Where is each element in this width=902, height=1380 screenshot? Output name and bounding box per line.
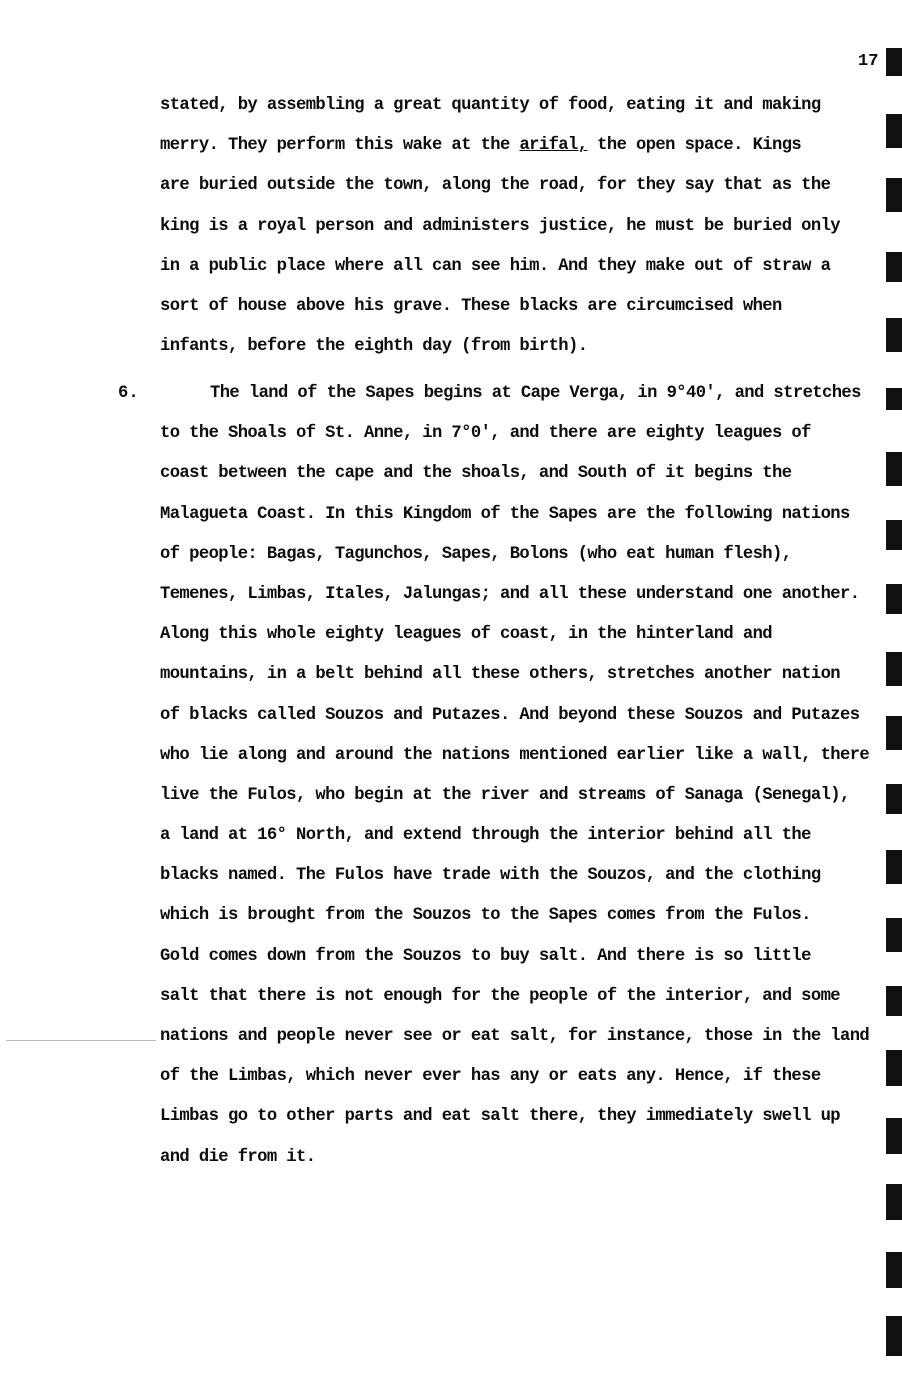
text-line: a land at 16° North, and extend through the interior behind all the [160,826,811,846]
binding-edge-mark [886,1252,902,1288]
text-line: Temenes, Limbas, Itales, Jalungas; and all these understand one another. [160,584,860,604]
binding-edge-mark [886,850,902,884]
text-line: mountains, in a belt behind all these others, stretches another nation [160,665,840,685]
text-line: which is brought from the Souzos to the Sapes comes from the Fulos. [160,906,811,926]
text-line: live the Fulos, who begin at the river and streams of Sanaga (Senegal), [160,785,850,805]
text-line: who lie along and around the nations mentioned earlier like a wall, there [160,745,870,765]
binding-edge-mark [886,452,902,486]
text-line: Along this whole eighty leagues of coast, in the hinterland and [160,625,772,645]
binding-edge-mark [886,1316,902,1356]
binding-edge-mark [886,584,902,614]
binding-edge-mark [886,1118,902,1154]
text-line: king is a royal person and administers justice, he must be buried only [160,216,840,236]
binding-edge-mark [886,1184,902,1220]
binding-edge-mark [886,1050,902,1086]
scan-speck [6,1040,156,1041]
paragraph-6 [160,374,900,1178]
text-line: of the Limbas, which never ever has any or eats any. Hence, if these [160,1067,821,1087]
binding-edge-mark [886,48,902,76]
text-line: stated, by assembling a great quantity of food, eating it and making [160,96,821,115]
text-line [160,126,900,166]
binding-edge-mark [886,986,902,1016]
text-line: Malagueta Coast. In this Kingdom of the Sapes are the following nations [160,504,850,524]
text-line: Limbas go to other parts and eat salt there, they immediately swell up [160,1107,840,1127]
binding-edge-mark [886,388,902,410]
binding-edge-mark [886,114,902,148]
text-line: are buried outside the town, along the road, for they say that as the [160,176,831,196]
text-line: to the Shoals of St. Anne, in 7°0', and there are eighty leagues of [160,424,811,444]
paragraph-continuation [160,86,900,367]
text-line: of blacks called Souzos and Putazes. And beyond these Souzos and Putazes [160,705,860,725]
binding-edge-mark [886,918,902,952]
text-span: merry. They perform this wake at the [160,136,520,156]
text-line: infants, before the eighth day (from birth). [160,337,588,357]
binding-edge-mark [886,652,902,686]
text-line: The land of the Sapes begins at Cape Verga, in 9°40', and stretches [210,384,861,403]
underlined-term-arifal: arifal, [519,136,588,156]
text-line: and die from it. [160,1147,316,1167]
text-line: of people: Bagas, Tagunchos, Sapes, Bolons (who eat human flesh), [160,544,792,564]
text-line: Gold comes down from the Souzos to buy salt. And there is so little [160,946,811,966]
page-number: 17 [858,52,879,71]
text-line: sort of house above his grave. These blacks are circumcised when [160,296,782,316]
binding-edge-mark [886,520,902,550]
binding-edge-mark [886,784,902,814]
text-line: nations and people never see or eat salt, for instance, those in the land [160,1027,870,1046]
text-line: salt that there is not enough for the people of the interior, and some [160,986,840,1006]
text-span: the open space. Kings [587,136,802,156]
binding-edge-mark [886,318,902,352]
text-line: in a public place where all can see him. And they make out of straw a [160,256,831,276]
paragraph-number: 6. [118,384,139,403]
text-line: coast between the cape and the shoals, and South of it begins the [160,464,792,484]
text-line: blacks named. The Fulos have trade with the Souzos, and the clothing [160,866,821,886]
binding-edge-mark [886,252,902,282]
binding-edge-mark [886,716,902,750]
binding-edge-mark [886,178,902,212]
